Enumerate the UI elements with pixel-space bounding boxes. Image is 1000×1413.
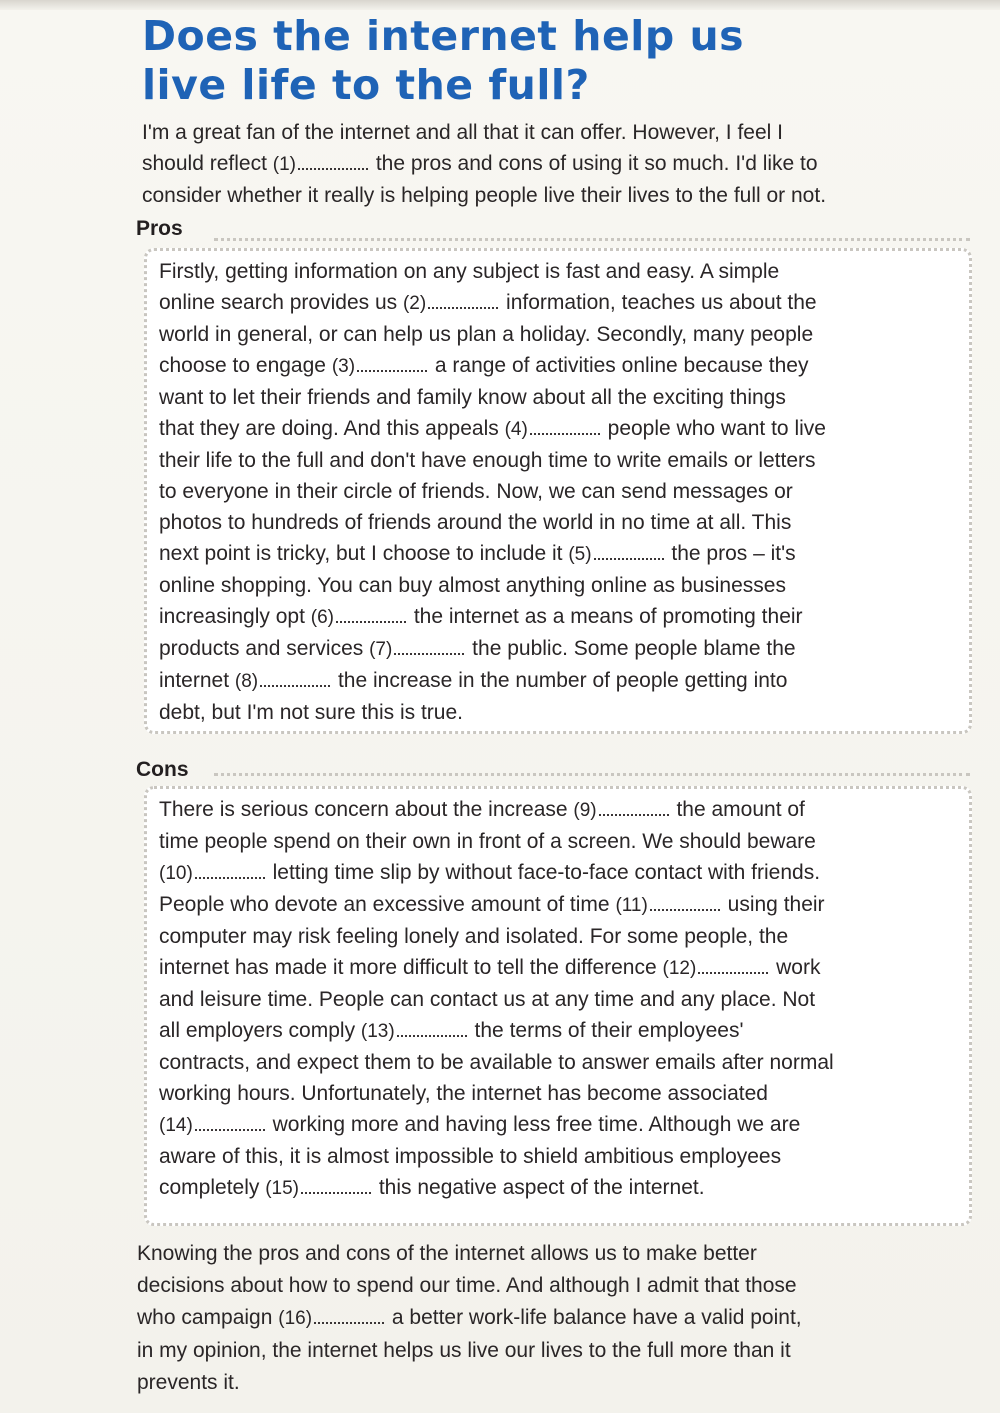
- text-segment: their life to the full and don't have enough time to write emails or letters: [159, 449, 816, 472]
- gap-number: (14): [159, 1115, 193, 1136]
- gap-number: (9): [573, 800, 597, 821]
- text-line: [159, 857, 834, 889]
- text-segment: a range of activities online because they: [429, 354, 809, 377]
- text-line: [159, 350, 826, 382]
- top-page-edge: [0, 0, 1000, 10]
- cons-panel: [144, 786, 972, 1226]
- gap-number: (4): [504, 419, 528, 440]
- text-segment: the pros and cons of using it so much. I'd like to: [369, 152, 818, 175]
- gap-number: (6): [310, 607, 334, 628]
- text-line: [159, 952, 834, 984]
- text-line: [159, 794, 834, 826]
- text-segment: the internet as a means of promoting their: [407, 605, 803, 628]
- text-line: [159, 538, 826, 570]
- text-segment: the increase in the number of people getting into: [332, 669, 788, 692]
- gap-blank[interactable]: [195, 873, 265, 879]
- gap-blank[interactable]: [428, 303, 498, 309]
- gap-blank[interactable]: [357, 366, 427, 372]
- text-segment: who campaign: [137, 1306, 279, 1329]
- gap-number: (12): [662, 958, 697, 979]
- text-line: [159, 633, 826, 665]
- text-segment: choose to engage: [159, 354, 332, 377]
- text-line: [159, 826, 834, 857]
- text-segment: contracts, and expect them to be available to answer emails after normal: [159, 1051, 834, 1074]
- text-line: [159, 1078, 834, 1109]
- gap-blank[interactable]: [336, 617, 406, 623]
- text-segment: that they are doing. And this appeals: [159, 417, 505, 440]
- conclusion-paragraph: [137, 1238, 977, 1399]
- text-line: [159, 507, 826, 538]
- text-line: [159, 1141, 834, 1172]
- pros-paragraph: [159, 256, 826, 728]
- gap-blank[interactable]: [650, 905, 720, 911]
- text-segment: should reflect: [142, 152, 273, 175]
- gap-number: (13): [360, 1021, 395, 1042]
- gap-number: (16): [278, 1308, 313, 1329]
- text-segment: a better work-life balance have a valid point,: [386, 1306, 802, 1329]
- text-segment: the pros – it's: [665, 542, 796, 565]
- text-segment: computer may risk feeling lonely and isolated. For some people, the: [159, 925, 789, 948]
- text-segment: online shopping. You can buy almost anything online as businesses: [159, 574, 786, 597]
- text-line: [137, 1270, 977, 1302]
- text-segment: want to let their friends and family know about all the exciting things: [159, 386, 786, 409]
- text-line: [137, 1302, 977, 1335]
- text-segment: working hours. Unfortunately, the internet has become associated: [159, 1082, 768, 1105]
- text-segment: in my opinion, the internet helps us live our lives to the full more than it: [137, 1339, 791, 1362]
- text-segment: I'm a great fan of the internet and all that it can offer. However, I feel I: [142, 121, 783, 144]
- text-line: [159, 1172, 834, 1204]
- text-line: [159, 256, 826, 287]
- text-segment: using their: [721, 893, 825, 916]
- gap-blank[interactable]: [298, 164, 368, 170]
- gap-number: (5): [568, 544, 592, 565]
- gap-blank[interactable]: [394, 649, 464, 655]
- text-line: [159, 921, 834, 952]
- gap-number: (10): [159, 863, 193, 884]
- text-line: [159, 601, 826, 633]
- gap-blank[interactable]: [397, 1031, 467, 1037]
- text-segment: People who devote an excessive amount of time: [159, 893, 616, 916]
- cons-heading: Cons: [136, 758, 189, 781]
- gap-blank[interactable]: [260, 681, 330, 687]
- text-segment: online search provides us: [159, 291, 403, 314]
- gap-number: (8): [234, 671, 259, 692]
- text-line: [159, 1047, 834, 1078]
- cons-paragraph: [159, 794, 834, 1204]
- text-segment: all employers comply: [159, 1019, 361, 1042]
- text-segment: debt, but I'm not sure this is true.: [159, 701, 463, 724]
- text-line: [159, 570, 826, 601]
- text-segment: products and services: [159, 637, 370, 660]
- text-segment: to everyone in their circle of friends. Now, we can send messages or: [159, 480, 793, 503]
- text-segment: world in general, or can help us plan a holiday. Secondly, many people: [159, 323, 814, 346]
- text-segment: consider whether it really is helping people live their lives to the full or not.: [142, 184, 827, 207]
- gap-number: (7): [369, 639, 393, 660]
- cons-heading-rule: [214, 773, 970, 776]
- text-segment: Knowing the pros and cons of the internet allows us to make better: [137, 1242, 757, 1265]
- text-line: [142, 148, 972, 180]
- text-line: [137, 1367, 977, 1399]
- gap-number: (3): [331, 356, 356, 377]
- text-segment: internet: [159, 669, 235, 692]
- gap-blank[interactable]: [594, 554, 664, 560]
- text-segment: information, teaches us about the: [500, 291, 817, 314]
- gap-number: (15): [265, 1178, 300, 1199]
- text-segment: the amount of: [670, 798, 805, 821]
- text-line: [137, 1335, 977, 1367]
- text-line: [159, 1015, 834, 1047]
- text-segment: decisions about how to spend our time. And although I admit that those: [137, 1274, 797, 1297]
- text-segment: people who want to live: [601, 417, 826, 440]
- text-line: [159, 889, 834, 921]
- text-segment: photos to hundreds of friends around the world in no time at all. This: [159, 511, 792, 534]
- text-line: [159, 413, 826, 445]
- text-segment: internet has made it more difficult to tell the difference: [159, 956, 663, 979]
- gap-blank[interactable]: [599, 810, 669, 816]
- gap-blank[interactable]: [314, 1318, 384, 1324]
- text-line: [159, 984, 834, 1015]
- text-segment: aware of this, it is almost impossible to shield ambitious employees: [159, 1145, 782, 1168]
- text-segment: the public. Some people blame the: [466, 637, 796, 660]
- text-line: [159, 287, 826, 319]
- gap-number: (2): [402, 293, 427, 314]
- text-segment: work: [770, 956, 821, 979]
- text-line: [142, 180, 972, 211]
- text-segment: prevents it.: [137, 1371, 240, 1394]
- gap-blank[interactable]: [301, 1188, 371, 1194]
- title-line: live life to the full?: [142, 61, 590, 109]
- text-line: [159, 445, 826, 476]
- text-segment: increasingly opt: [159, 605, 311, 628]
- text-segment: the terms of their employees': [468, 1019, 744, 1042]
- gap-blank[interactable]: [195, 1125, 265, 1131]
- text-line: [159, 1109, 834, 1141]
- text-line: [159, 697, 826, 728]
- text-line: [159, 476, 826, 507]
- text-line: [137, 1238, 977, 1270]
- text-line: [159, 382, 826, 413]
- gap-number: (1): [272, 154, 296, 175]
- pros-panel: [144, 248, 972, 734]
- gap-blank[interactable]: [530, 429, 600, 435]
- text-line: [159, 665, 826, 697]
- title-line: Does the internet help us: [142, 12, 745, 60]
- text-segment: completely: [159, 1176, 266, 1199]
- intro-paragraph: [142, 117, 972, 211]
- text-segment: this negative aspect of the internet.: [373, 1176, 705, 1199]
- pros-heading: Pros: [136, 217, 183, 240]
- text-line: [159, 319, 826, 350]
- article-title: [142, 12, 962, 110]
- text-segment: next point is tricky, but I choose to include it: [159, 542, 569, 565]
- text-segment: and leisure time. People can contact us at any time and any place. Not: [159, 988, 816, 1011]
- text-segment: Firstly, getting information on any subject is fast and easy. A simple: [159, 260, 780, 283]
- text-segment: There is serious concern about the increase: [159, 798, 574, 821]
- text-segment: letting time slip by without face-to-face contact with friends.: [266, 861, 821, 884]
- gap-blank[interactable]: [698, 968, 768, 974]
- text-segment: working more and having less free time. Although we are: [266, 1113, 801, 1136]
- gap-number: (11): [615, 895, 648, 916]
- text-segment: time people spend on their own in front of a screen. We should beware: [159, 830, 816, 853]
- pros-heading-rule: [214, 238, 970, 241]
- text-line: [142, 117, 972, 148]
